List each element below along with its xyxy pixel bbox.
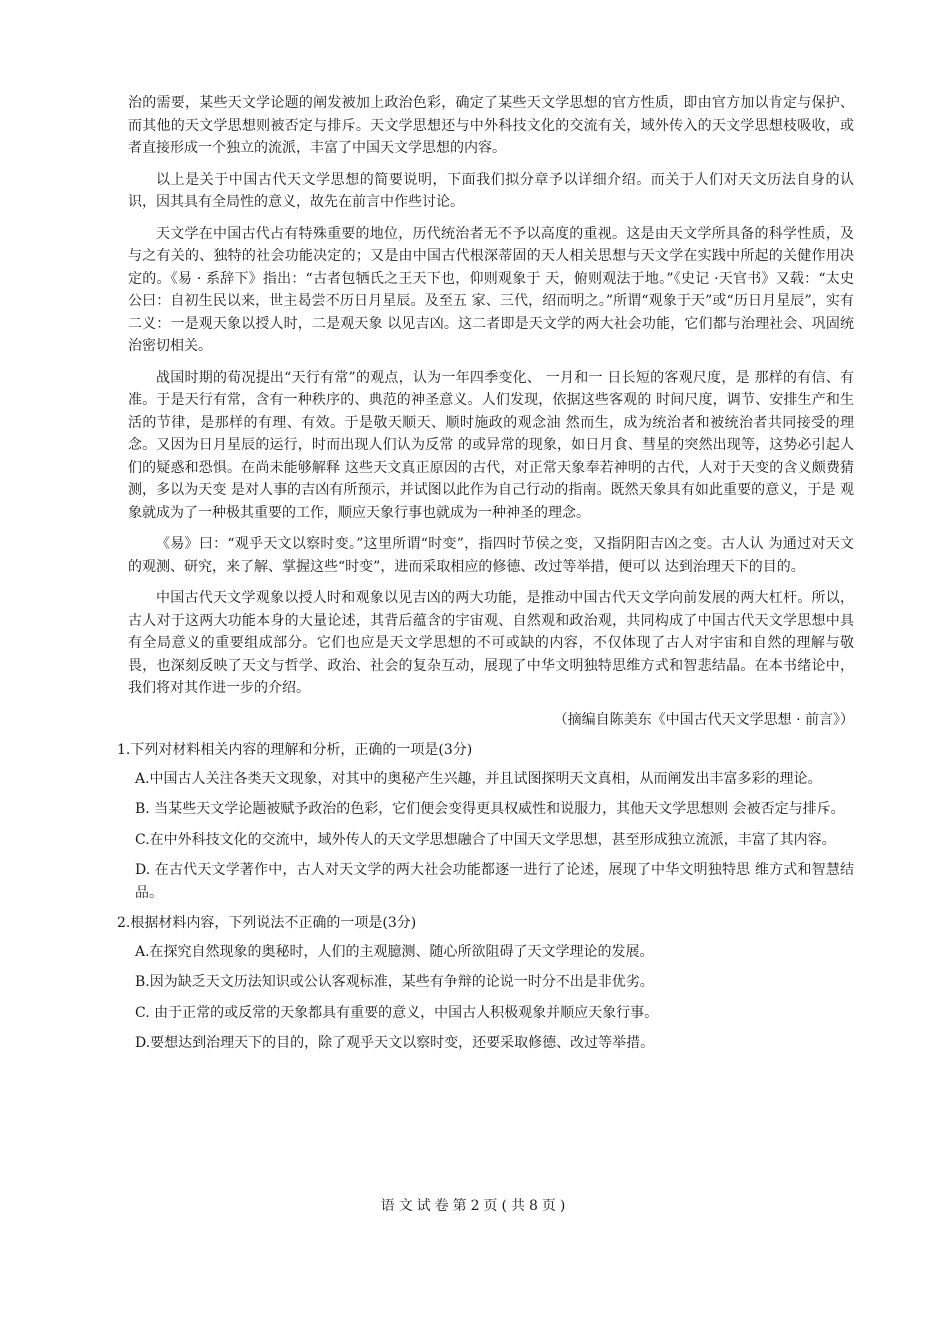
passage-paragraph: 战国时期的荀况提出“天行有常”的观点，认为一年四季变化、 一月和一 日长短的客观尺度，是 那样的有信、有准。于是天行有常，含有一种秩序的、典范的神圣意义。人们发现，依据这些客观的 时间尺度，调节、安排生产和生活的节律，是那样的有理、有效。于是敬天顺天、顺时施政的观念油 然而生，成为统治者和被统治者共同接受的理念。又因为日月星辰的运行，时而出现人们认为反常 的或异常的现象，如日月食、彗星的突然出现等，这势必引起人们的疑惑和恐惧。在尚未能够解释 这些天文真正原因的古代，对正常天象奉若神明的古代，人对于天变的含义颇费猜测，多以为天变 是对人事的吉凶有所预示，并试图以此作为自己行动的指南。既然天象具有如此重要的意义，于是 观象就成为了一种极其重要的工作，顺应天象行事也就成为一种神圣的理念。 — [128, 369, 854, 521]
option-a[interactable]: A.中国古人关注各类天文现象，对其中的奥秘产生兴趣，并且试图探明天文真相，从而阐发出丰富多彩的理论。 — [135, 770, 822, 787]
page-footer: 语文试卷第2页(共8页) — [380, 1198, 570, 1214]
passage-source: （摘编自陈美东《中国古代天文学思想 · 前言》） — [553, 711, 854, 728]
passage-paragraph: 中国古代天文学观象以授人时和观象以见吉凶的两大功能，是推动中国古代天文学向前发展的两大杠杆。所以，古人对于这两大功能本身的大量论述，其背后蕴含的宇宙观、自然观和政治观，共同构成了中国古代天文学思想中具有全局意义的重要组成部分。它们也应是天文学思想的不可或缺的内容，不仅体现了古人对宇宙和自然的理解与敬畏，也深刻反映了天文与哲学、政治、社会的复杂互动，展现了中华文明独特思维方式和智悲结晶。在本书绪论中，我们将对其作进一步的介绍。 — [128, 590, 854, 696]
passage-paragraph: 以上是关于中国古代天文学思想的简要说明，下面我们拟分章予以详细介绍。而关于人们对天文历法自身的认识，因其具有全局性的意义，故先在前言中作些讨论。 — [128, 171, 854, 210]
option-c[interactable]: C.在中外科技文化的交流中，域外传人的天文学思想融合了中国天文学思想，甚至形成独立流派，丰富了其内容。 — [135, 831, 836, 848]
option-b[interactable]: B. 当某些天文学论题被赋予政治的色彩，它们便会变得更具权威性和说服力，其他天文学思想则 会被否定与排斥。 — [135, 801, 845, 817]
option-d[interactable]: D.要想达到治理天下的目的，除了观乎天文以察时变，还要采取修德、改过等举措。 — [135, 1035, 655, 1051]
option-d[interactable]: D. 在古代天文学著作中，古人对天文学的两大社会功能都逐一进行了论述，展现了中华文明独特思 维方式和智慧结品。 — [135, 862, 854, 901]
question-stem: 2.根据材料内容，下列说法不正确的一项是(3分) — [117, 915, 417, 931]
option-a[interactable]: A.在探究自然现象的奥秘时，人们的主观臆测、随心所欲阻碍了天文学理论的发展。 — [135, 943, 654, 960]
option-c[interactable]: C. 由于正常的或反常的天象都具有重要的意义，中国古人积极观象并顺应天象行事。 — [135, 1004, 659, 1021]
passage-paragraph: 天文学在中国古代占有特殊重要的地位，历代统治者无不予以高度的重视。这是由天文学所具备的科学性质，及与之有关的、独特的社会功能决定的；又是由中国古代根深蒂固的天人相关思想与天文学在实践中所起的关健作用决定的。《易 · 系辞下》指出：“古者包牺氏之王天下也，仰则观象于 天，俯则观法于地。”《史记 ·天官书》又载：“太史公曰：自初生民以来，世主曷尝不历日月星辰。及至五 家、三代，绍而明之。”所谓“观象于天”或“历日月星辰”，实有二义：一是观天象以授人时，二是观天象 以见吉凶。这二者即是天文学的两大社会功能，它们都与治理社会、巩固统治密切相关。 — [128, 225, 854, 354]
passage-paragraph: 治的需要，某些天文学论题的阐发被加上政治色彩，确定了某些天文学思想的官方性质，即由官方加以肯定与保护、而其他的天文学思想则被否定与排斥。天文学思想还与中外科技文化的交流有关，域外传入的天文学思想枝吸收，或者直接形成一个独立的流派，丰富了中国天文学思想的内容。 — [128, 95, 854, 156]
passage-paragraph: 《易》曰：“观乎天文以察时变。”这里所谓“时变”，指四时节侯之变，又指阴阳吉凶之变。古人认 为通过对天文的观测、研究，来了解、掌握这些“时变”，进而采取相应的修德、改过等举措，便可以 达到治理天下的目的。 — [128, 536, 854, 575]
question-stem: 1.下列对材料相关内容的理解和分析，正确的一项是(3分) — [117, 742, 473, 758]
question-2 — [117, 912, 854, 1055]
question-1 — [117, 739, 854, 904]
page-content — [117, 92, 854, 1063]
option-b[interactable]: B.因为缺乏天文历法知识或公认客观标准，某些有争辩的论说一时分不出是非优劣。 — [135, 974, 654, 990]
reading-passage — [128, 92, 854, 731]
